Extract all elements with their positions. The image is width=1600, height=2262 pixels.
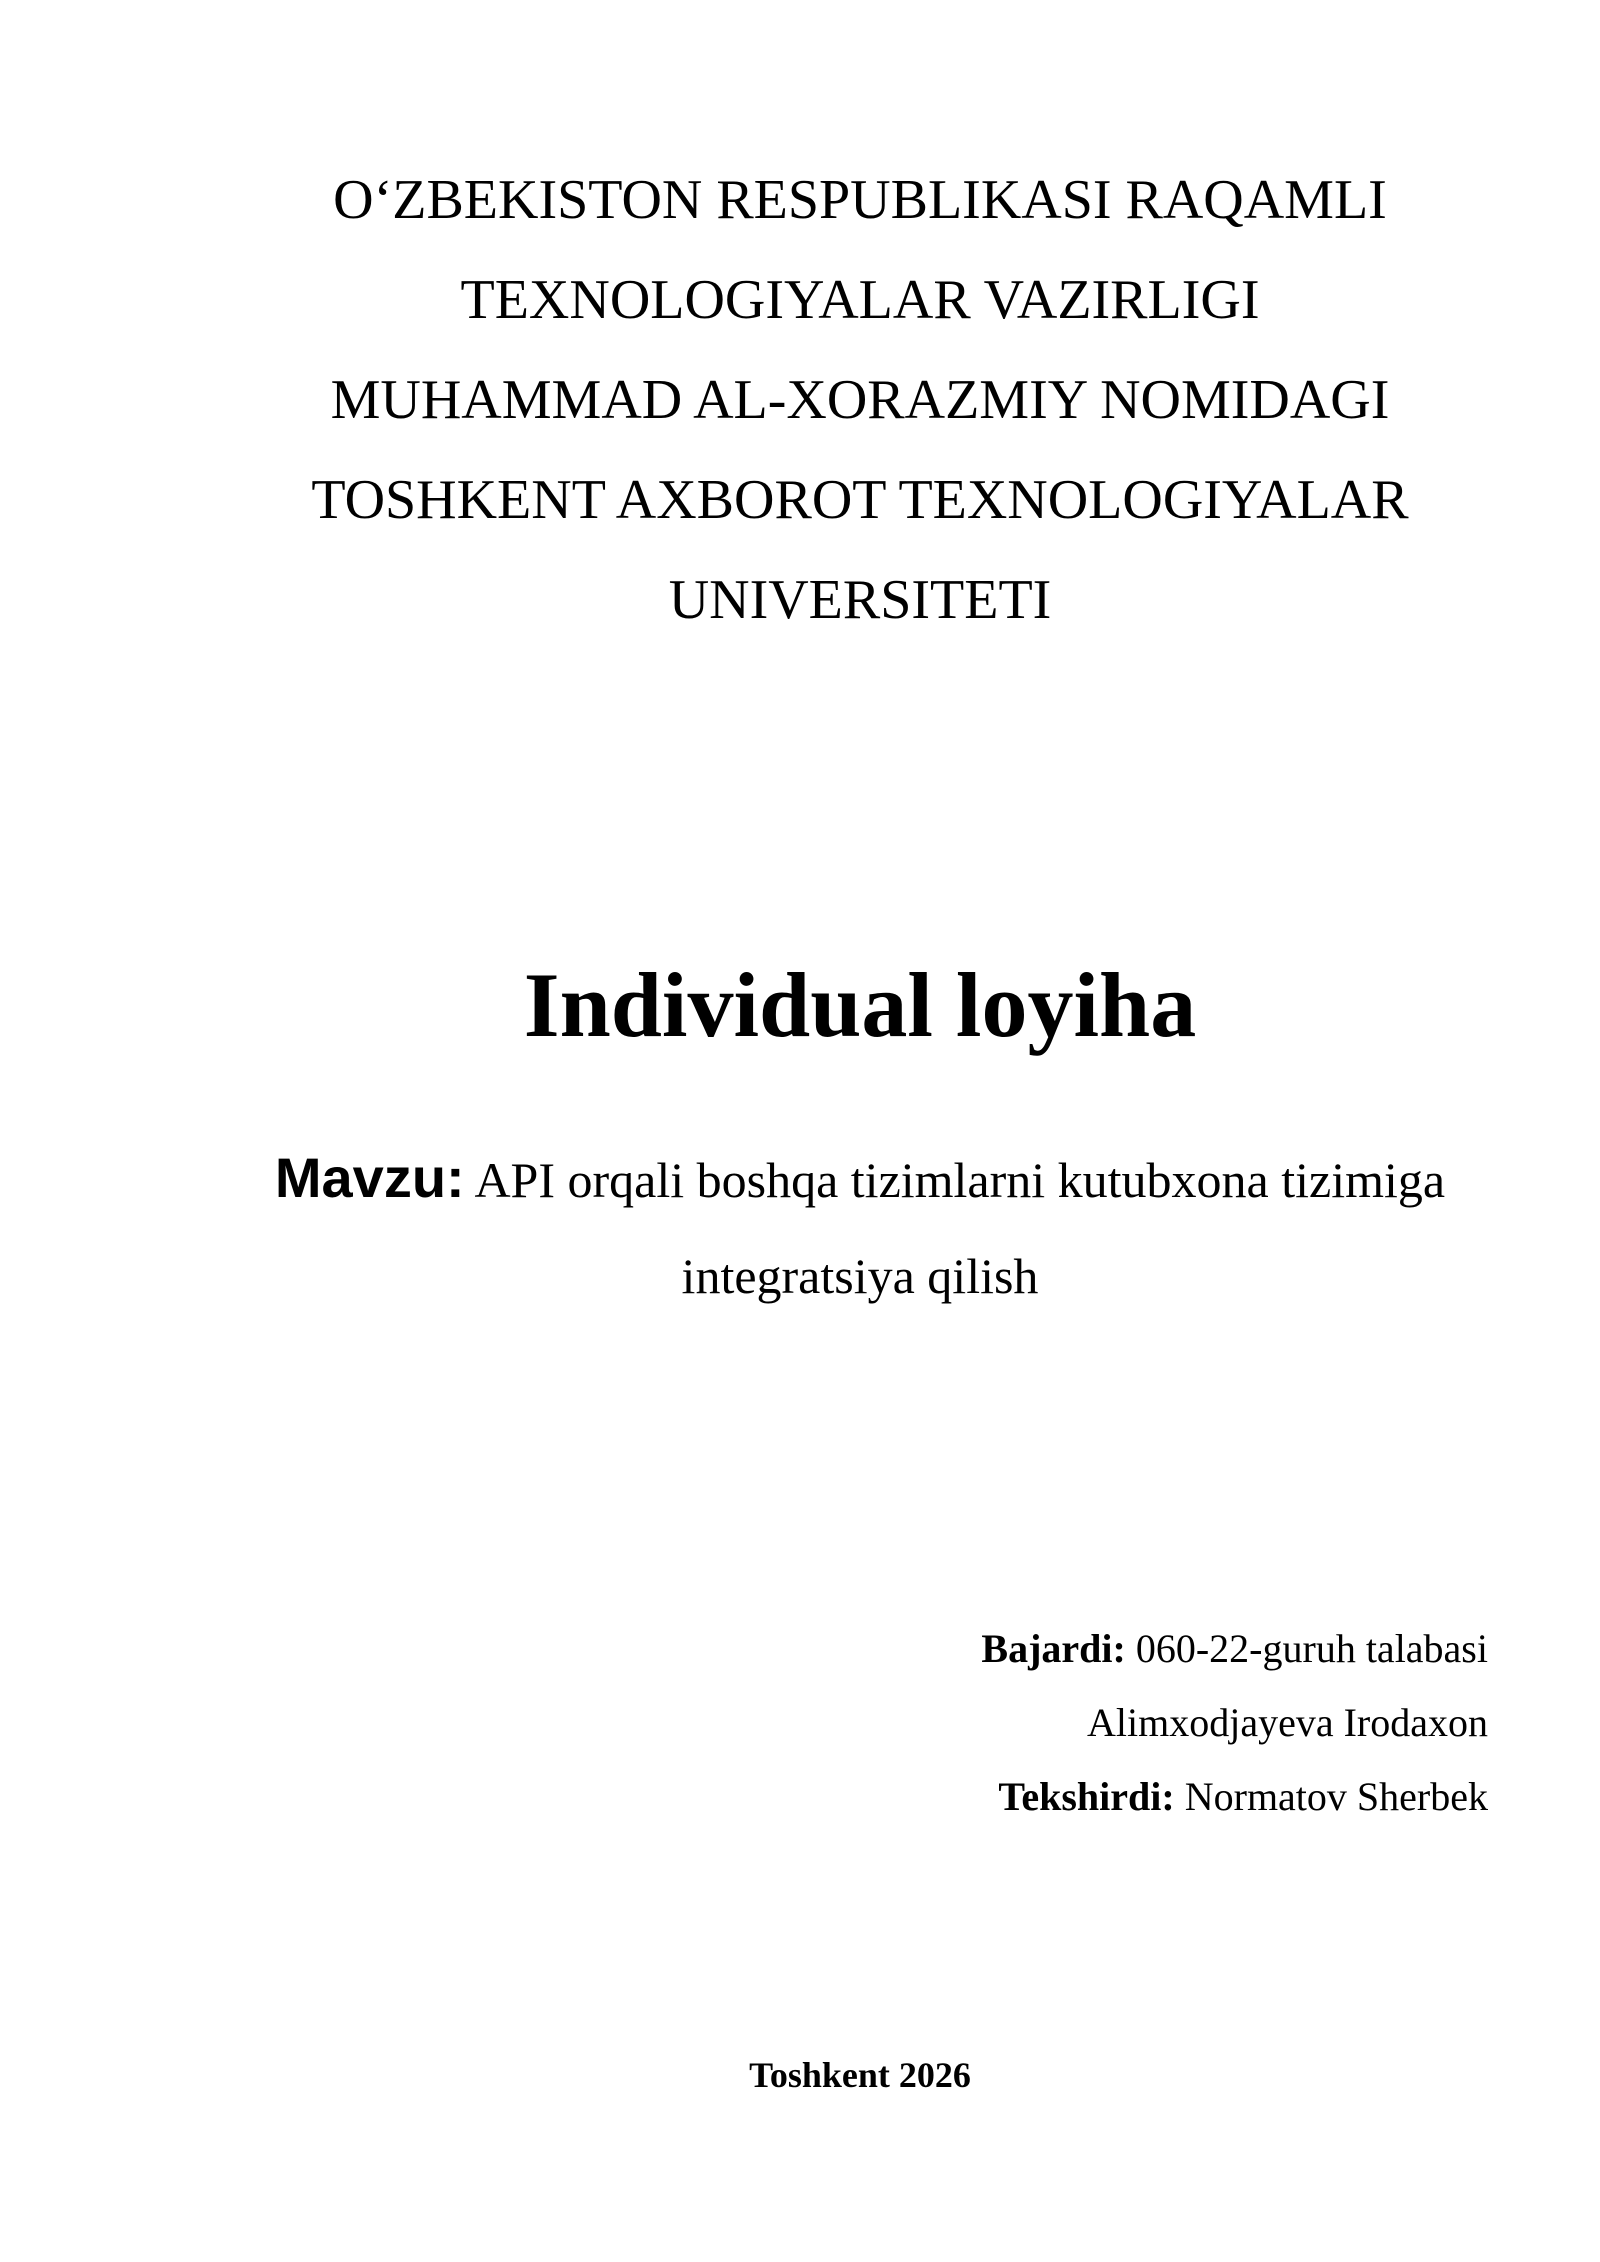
header-line-4: TOSHKENT AXBOROT TEXNOLOGIYALAR: [311, 469, 1409, 531]
document-title: Individual loyiha: [523, 954, 1197, 1056]
topic-block: [215, 1130, 1505, 1324]
header-line-3: MUHAMMAD AL-XORAZMIY NOMIDAGI: [330, 369, 1390, 431]
performed-value: 060-22-guruh talabasi: [1135, 1626, 1488, 1671]
performed-row: [981, 1612, 1488, 1686]
performed-label: Bajardi:: [981, 1626, 1126, 1671]
topic-text-2: integratsiya qilish: [681, 1248, 1039, 1304]
topic-label: Mavzu:: [274, 1146, 465, 1209]
header-line-1: O‘ZBEKISTON RESPUBLIKASI RAQAMLI: [333, 169, 1387, 231]
header-line-2: TEXNOLOGIYALAR VAZIRLIGI: [460, 269, 1260, 331]
checked-value: Normatov Sherbek: [1184, 1774, 1488, 1819]
student-name: Alimxodjayeva Irodaxon: [1087, 1700, 1488, 1745]
credits-block: [981, 1612, 1488, 1834]
city-year: Toshkent 2026: [749, 2055, 971, 2095]
header-line-5: UNIVERSITETI: [668, 569, 1052, 631]
topic-line-1: [215, 1130, 1505, 1228]
checked-row: [981, 1760, 1488, 1834]
checked-label: Tekshirdi:: [998, 1774, 1175, 1819]
topic-text-1: API orqali boshqa tizimlarni kutubxona tizimiga: [474, 1152, 1446, 1208]
ministry-header: [230, 150, 1490, 650]
